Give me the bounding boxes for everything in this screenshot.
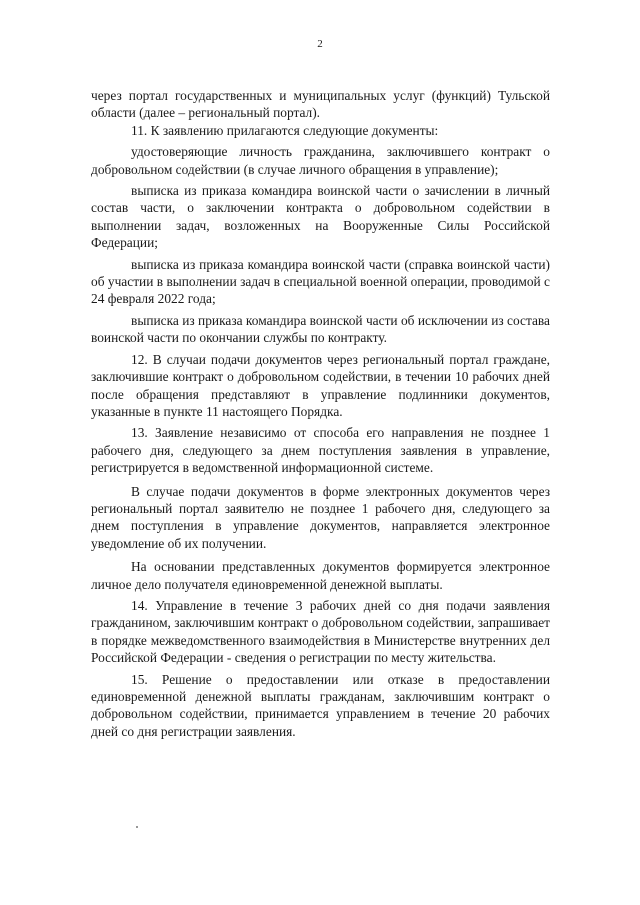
paragraph-continuation: через портал государственных и муниципальных услуг (функций) Тульской области (далее – региональный портал). xyxy=(91,88,550,121)
paragraph-item-12: 12. В случаи подачи документов через региональный портал граждане, заключившие контракт о добровольном содействии, в течении 10 рабочих дней после обращения представляют в управление подлинники документов, указанные в пункте 11 настоящего Порядка. xyxy=(91,351,550,419)
document-body xyxy=(91,87,550,740)
paragraph-item-15: 15. Решение о предоставлении или отказе в предоставлении единовременной денежной выплаты гражданам, заключившим контракт о добровольном содействии, принимается управлением в течение 20 рабочих дней со дня регистрации заявления. xyxy=(91,671,550,739)
paragraph-electronic-submission: В случае подачи документов в форме электронных документов через региональный портал заявителю не позднее 1 рабочего дня, следующего за днем поступления в управление документов, направляется электронное уведомление об их получении. xyxy=(91,483,550,551)
paragraph-doc-participation: выписка из приказа командира воинской части (справка воинской части) об участии в выполнении задач в специальной военной операции, проводимой с 24 февраля 2022 года; xyxy=(91,256,550,307)
paragraph-doc-enrollment-order: выписка из приказа командира воинской части о зачислении в личный состав части, о заключении контракта о добровольном содействии в выполнении задач, возложенных на Вооруженные Силы Российской Федерации; xyxy=(91,183,550,251)
paragraph-item-14: 14. Управление в течение 3 рабочих дней со дня подачи заявления гражданином, заключившим контракт о добровольном содействии, запрашивает в порядке межведомственного взаимодействия в Министерстве внутренних дел Российской Федерации - сведения о регистрации по месту жительства. xyxy=(91,597,550,666)
paragraph-doc-identity: удостоверяющие личность гражданина, заключившего контракт о добровольном содействии (в случае личного обращения в управление); xyxy=(91,144,550,177)
paragraph-item-13: 13. Заявление независимо от способа его направления не позднее 1 рабочего дня, следующего за днем поступления заявления в управление, регистрируется в ведомственной информационной системе. xyxy=(91,425,550,476)
paragraph-item-11: 11. К заявлению прилагаются следующие документы: xyxy=(131,122,439,138)
paragraph-personal-file: На основании представленных документов формируется электронное личное дело получателя единовременной денежной выплаты. xyxy=(91,559,550,592)
scan-speck xyxy=(136,826,138,828)
page-number: 2 xyxy=(317,38,323,50)
paragraph-doc-exclusion: выписка из приказа командира воинской части об исключении из состава воинской части по окончании службы по контракту. xyxy=(91,312,550,346)
